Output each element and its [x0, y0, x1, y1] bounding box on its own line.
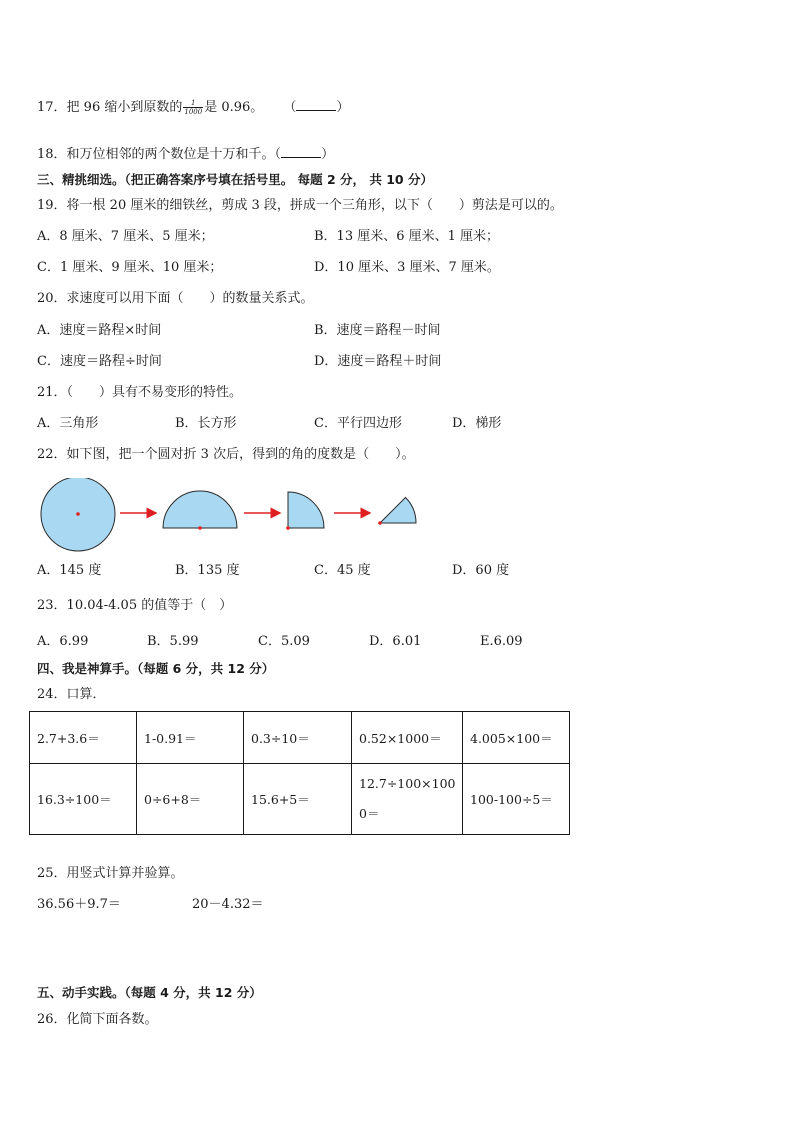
q18-text: 18．和万位相邻的两个数位是十万和千。	[37, 147, 275, 162]
table-cell: 0÷6+8＝	[137, 764, 244, 835]
table-cell: 2.7+3.6＝	[30, 712, 137, 764]
q21-option-a[interactable]: A．三角形	[37, 416, 99, 431]
question-24-stem: 24．口算．	[37, 687, 106, 702]
q21-option-c[interactable]: C．平行四边形	[314, 416, 402, 431]
q19-option-c[interactable]: C．1 厘米、9 厘米、10 厘米；	[37, 260, 223, 275]
table-cell: 12.7÷100×1000＝	[352, 764, 463, 835]
q20-option-a[interactable]: A．速度＝路程×时间	[37, 323, 162, 338]
section-3-heading: 三、精挑细选。（把正确答案序号填在括号里。 每题 2 分， 共 10 分）	[37, 172, 433, 187]
fraction-one-thousandth: $\frac{1}{1000}$	[184, 99, 203, 116]
q22-option-b[interactable]: B．135 度	[175, 563, 240, 578]
quarter-center-dot	[286, 526, 290, 530]
table-cell: 4.005×100＝	[463, 712, 570, 764]
circle-folding-figure	[38, 478, 428, 554]
q17-text-post: 是 0.96。	[204, 100, 264, 115]
q23-option-e[interactable]: E.6.09	[480, 634, 523, 649]
answer-paren-close: ）	[321, 147, 335, 162]
question-18	[37, 145, 334, 164]
answer-paren-open: （	[283, 100, 297, 115]
question-22-stem: 22．如下图，把一个圆对折 3 次后，得到的角的度数是（ ）。	[37, 447, 415, 462]
eighth-circle	[378, 498, 416, 525]
answer-paren-open: （	[274, 147, 282, 162]
table-cell: 0.52×1000＝	[352, 712, 463, 764]
table-cell: 15.6+5＝	[244, 764, 352, 835]
q23-option-b[interactable]: B．5.99	[147, 634, 199, 649]
table-cell: 16.3÷100＝	[30, 764, 137, 835]
mental-math-table	[29, 711, 570, 835]
q20-option-b[interactable]: B．速度＝路程－时间	[314, 323, 441, 338]
semicircle-center-dot	[198, 526, 202, 530]
q23-option-a[interactable]: A．6.99	[37, 634, 89, 649]
q22-option-c[interactable]: C．45 度	[314, 563, 371, 578]
table-cell: 1-0.91＝	[137, 712, 244, 764]
q19-option-a[interactable]: A．8 厘米、7 厘米、5 厘米；	[37, 229, 214, 244]
answer-blank[interactable]	[281, 145, 321, 158]
quarter-circle	[286, 492, 324, 530]
q23-option-d[interactable]: D．6.01	[369, 634, 422, 649]
section-4-heading: 四、我是神算手。（每题 6 分，共 12 分）	[37, 661, 275, 676]
q19-option-d[interactable]: D．10 厘米、3 厘米、7 厘米。	[314, 260, 500, 275]
q22-option-d[interactable]: D．60 度	[452, 563, 510, 578]
section-5-heading: 五、动手实践。（每题 4 分，共 12 分）	[37, 985, 262, 1000]
question-17	[37, 98, 349, 117]
table-row	[30, 712, 570, 764]
table-cell: 100-100÷5＝	[463, 764, 570, 835]
question-20-stem: 20．求速度可以用下面（ ）的数量关系式。	[37, 291, 314, 306]
semicircle	[163, 491, 237, 530]
circle-center-dot	[76, 512, 80, 516]
question-21-stem: 21．（ ）具有不易变形的特性。	[37, 385, 243, 400]
table-cell: 0.3÷10＝	[244, 712, 352, 764]
answer-blank[interactable]	[296, 98, 336, 111]
question-23-stem: 23．10.04-4.05 的值等于（ ）	[37, 598, 233, 613]
q25-item-2: 20－4.32＝	[192, 897, 264, 912]
q19-option-b[interactable]: B．13 厘米、6 厘米、1 厘米；	[314, 229, 500, 244]
q20-option-c[interactable]: C．速度＝路程÷时间	[37, 354, 162, 369]
q21-option-b[interactable]: B．长方形	[175, 416, 237, 431]
q20-option-d[interactable]: D．速度＝路程＋时间	[314, 354, 442, 369]
table-row	[30, 764, 570, 835]
q17-text-pre: 17．把 96 缩小到原数的	[37, 100, 183, 115]
full-circle	[41, 478, 115, 551]
q21-option-d[interactable]: D．梯形	[452, 416, 502, 431]
question-26-stem: 26．化简下面各数。	[37, 1012, 158, 1027]
eighth-center-dot	[378, 521, 382, 525]
question-25-stem: 25．用竖式计算并验算。	[37, 866, 184, 881]
answer-paren-close: ）	[336, 100, 350, 115]
question-19-stem: 19．将一根 20 厘米的细铁丝，剪成 3 段，拼成一个三角形，以下（ ）剪法是可以的。	[37, 198, 563, 213]
q22-option-a[interactable]: A．145 度	[37, 563, 102, 578]
q25-item-1: 36.56＋9.7＝	[37, 897, 121, 912]
q23-option-c[interactable]: C．5.09	[258, 634, 310, 649]
